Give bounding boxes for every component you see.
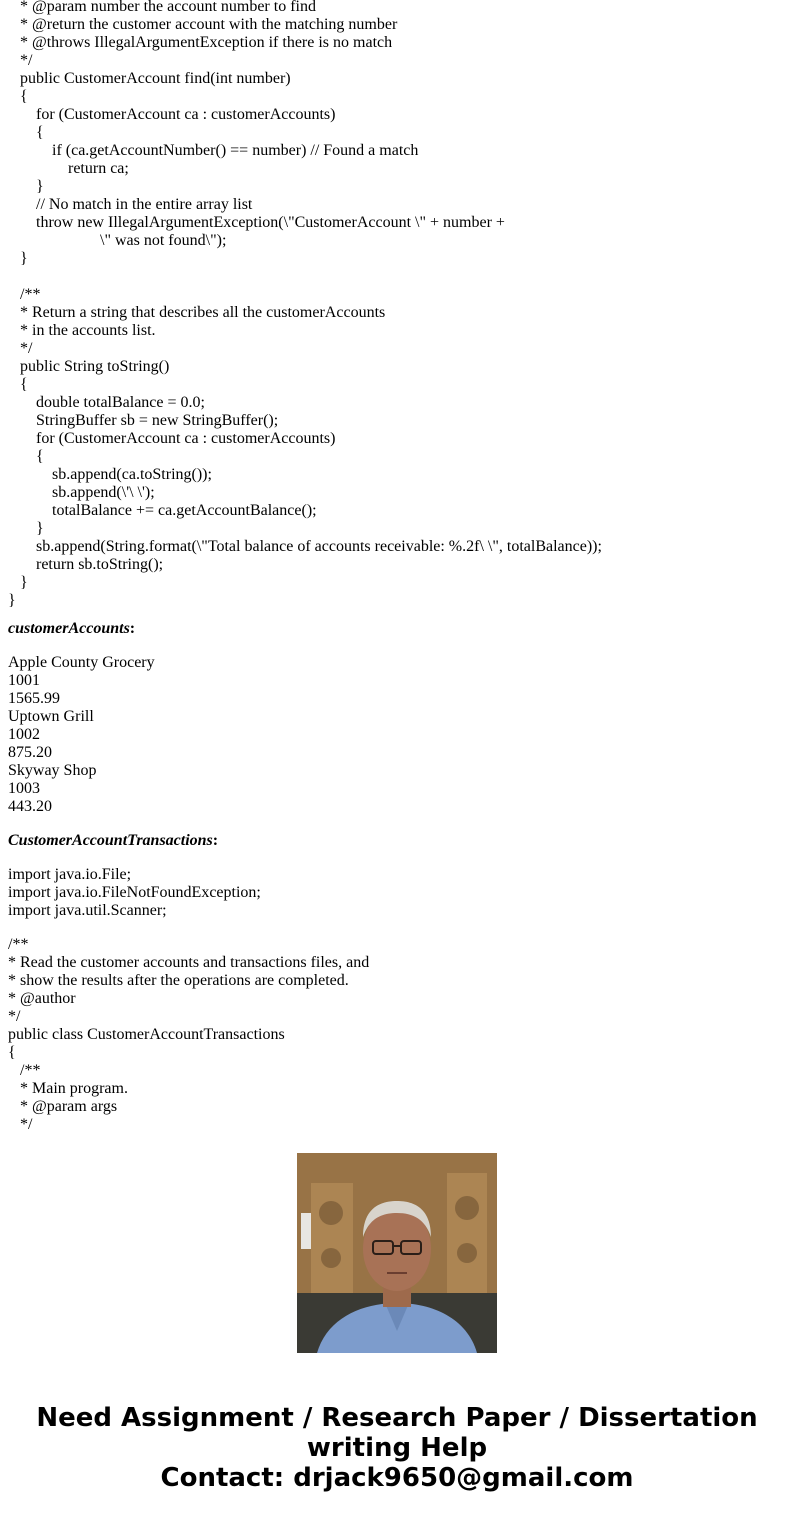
code-line: totalBalance += ca.getAccountBalance(); [8, 502, 317, 519]
code-line: throw new IllegalArgumentException(\"CustomerAccount \" + number + [8, 214, 505, 231]
code-line: /** [8, 286, 41, 303]
code-line: // No match in the entire array list [8, 196, 253, 213]
code-line: for (CustomerAccount ca : customerAccounts) [8, 106, 336, 123]
code-line: */ [8, 52, 33, 69]
promo-line-1: Need Assignment / Research Paper / Dissertation [36, 1403, 758, 1433]
code-line: for (CustomerAccount ca : customerAccounts) [8, 430, 336, 447]
account-line: 1003 [8, 780, 40, 797]
code-line: public String toString() [8, 358, 170, 375]
code-line: } [8, 178, 44, 195]
account-line: Apple County Grocery [8, 654, 155, 671]
import-line: import java.io.FileNotFoundException; [8, 884, 261, 901]
code-line: { [8, 124, 44, 141]
code-line: { [8, 376, 28, 393]
section-heading-name: CustomerAccountTransactions [8, 832, 213, 849]
code-line: * Return a string that describes all the customerAccounts [8, 304, 386, 321]
code-line: */ [8, 1116, 33, 1133]
code-line: public CustomerAccount find(int number) [8, 70, 291, 87]
code-line: return ca; [8, 160, 129, 177]
code-line: sb.append(\'\ \'); [8, 484, 155, 501]
code-line: /** [8, 1062, 41, 1079]
code-line: public class CustomerAccountTransactions [8, 1026, 285, 1043]
code-line: return sb.toString(); [8, 556, 164, 573]
code-line: { [8, 448, 44, 465]
promo-banner [0, 1403, 794, 1493]
promo-contact-line: Contact: drjack9650@gmail.com [160, 1463, 634, 1493]
account-line: 443.20 [8, 798, 52, 815]
code-line: * @param number the account number to find [8, 0, 316, 15]
code-line: sb.append(ca.toString()); [8, 466, 212, 483]
section-heading-name: customerAccounts [8, 620, 130, 637]
code-line: StringBuffer sb = new StringBuffer(); [8, 412, 279, 429]
code-line: } [8, 592, 16, 609]
code-line: * @author [8, 990, 76, 1007]
account-line: Skyway Shop [8, 762, 97, 779]
person-portrait-icon [297, 1153, 497, 1353]
code-line: } [8, 520, 44, 537]
account-line: 875.20 [8, 744, 52, 761]
section-heading-colon: : [129, 620, 136, 637]
account-line: 1565.99 [8, 690, 60, 707]
code-line: /** [8, 936, 29, 953]
promo-line-2: writing Help [306, 1433, 488, 1463]
code-line: } [8, 574, 28, 591]
code-line: * @throws IllegalArgumentException if there is no match [8, 34, 393, 51]
import-line: import java.io.File; [8, 866, 132, 883]
code-line: * @return the customer account with the matching number [8, 16, 398, 33]
code-line: double totalBalance = 0.0; [8, 394, 205, 411]
code-line: */ [8, 340, 33, 357]
code-line: \" was not found\"); [8, 232, 227, 249]
code-line: * in the accounts list. [8, 322, 156, 339]
code-line: * show the results after the operations are completed. [8, 972, 349, 989]
import-line: import java.util.Scanner; [8, 902, 167, 919]
code-line: */ [8, 1008, 21, 1025]
account-line: 1001 [8, 672, 40, 689]
section-heading-customer-account-transactions [8, 832, 218, 850]
code-line: * @param args [8, 1098, 118, 1115]
code-line: * Main program. [8, 1080, 128, 1097]
code-line: { [8, 1044, 16, 1061]
account-line: Uptown Grill [8, 708, 94, 725]
section-heading-customer-accounts [8, 620, 135, 638]
section-heading-colon: : [212, 832, 219, 849]
code-line: * Read the customer accounts and transactions files, and [8, 954, 370, 971]
code-line: { [8, 88, 28, 105]
document-body [8, 0, 788, 1133]
account-line: 1002 [8, 726, 40, 743]
code-line: } [8, 250, 28, 267]
avatar [297, 1153, 497, 1353]
code-line: if (ca.getAccountNumber() == number) // Found a match [8, 142, 419, 159]
code-line: sb.append(String.format(\"Total balance of accounts receivable: %.2f\ \", totalBalance)); [8, 538, 602, 555]
